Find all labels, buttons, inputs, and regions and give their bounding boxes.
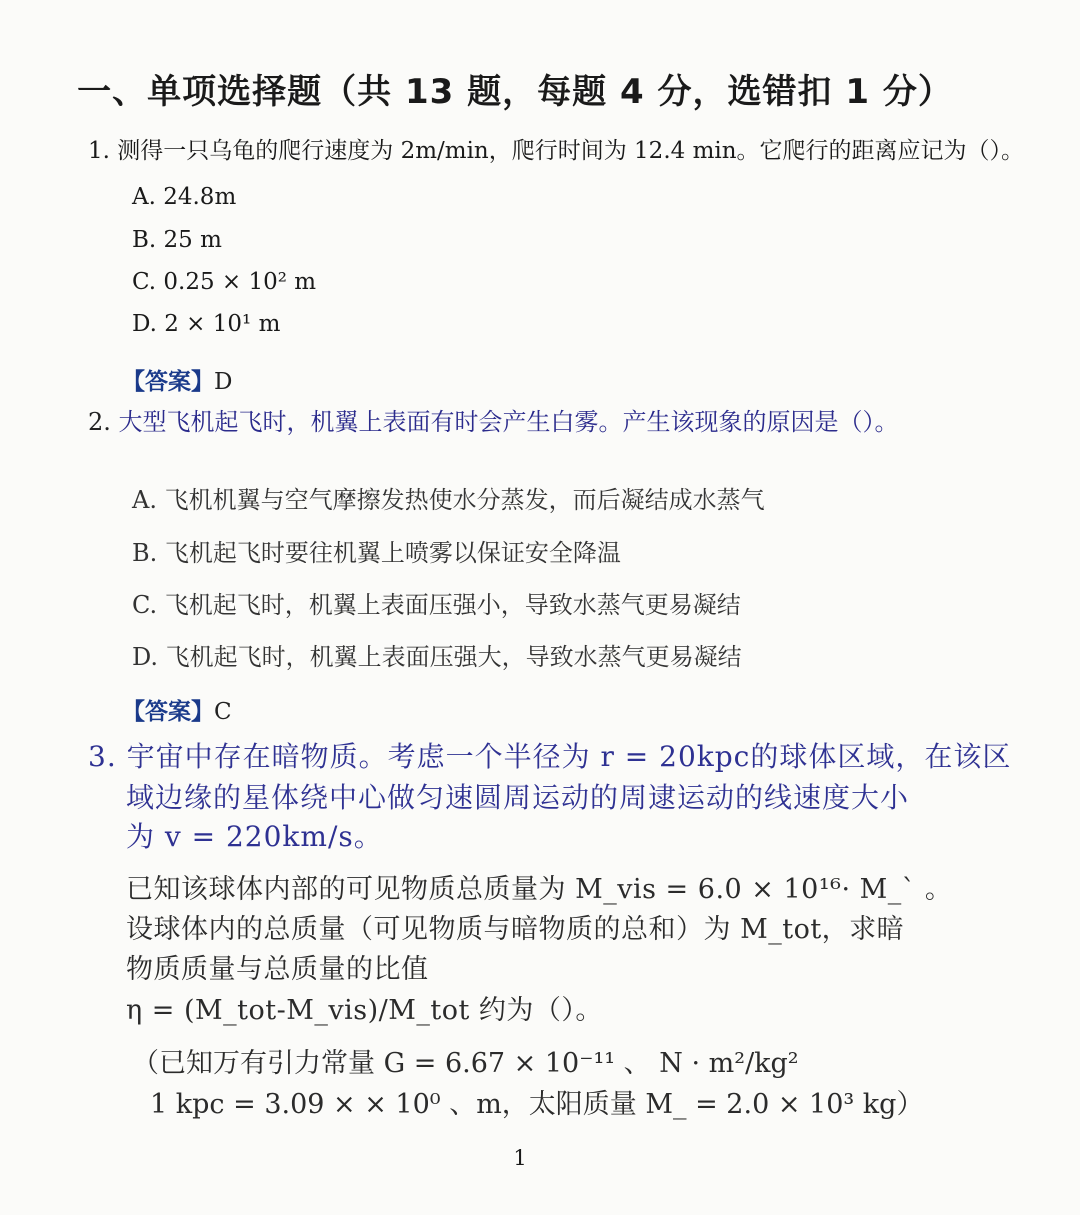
q1-option-d: D. 2 × 10¹ m (132, 311, 281, 337)
answer-label: 【答案】 (122, 699, 214, 725)
q1-option-a: A. 24.8m (132, 184, 237, 210)
question-3-line-2: 域边缘的星体绕中心做匀速圆周运动的周逮运动的线速度大小 (126, 781, 910, 814)
question-3-line-3: 为 v = 220km/s。 (126, 820, 383, 853)
question-1-stem: 1. 测得一只乌龟的爬行速度为 2m/min，爬行时间为 12.4 min。它爬行的距离应记为（）。 (88, 138, 1025, 164)
question-text: 大型飞机起飞时，机翼上表面有时会产生白雾。产生该现象的原因是（）。 (118, 408, 899, 436)
q1-option-c: C. 0.25 × 10² m (132, 269, 317, 295)
question-3-note-1: （已知万有引力常量 G = 6.67 × 10⁻¹¹ 、 N · m²/kg² (132, 1048, 799, 1079)
q2-option-a: A. 飞机机翼与空气摩擦发热使水分蒸发，而后凝结成水蒸气 (132, 486, 765, 514)
q1-option-b: B. 25 m (132, 227, 222, 253)
question-number: 2. (88, 408, 111, 436)
answer-label: 【答案】 (122, 369, 214, 395)
q2-option-c: C. 飞机起飞时，机翼上表面压强小，导致水蒸气更易凝结 (132, 591, 741, 619)
answer-value: D (214, 369, 233, 395)
question-3-note-2: 1 kpc = 3.09 × × 10⁰ 、m，太阳质量 M_ = 2.0 × 10³ kg） (150, 1089, 924, 1120)
question-2-stem (88, 402, 899, 437)
q2-option-d: D. 飞机起飞时，机翼上表面压强大，导致水蒸气更易凝结 (132, 643, 742, 671)
question-3-total-mass: 设球体内的总质量（可见物质与暗物质的总和）为 M_tot，求暗 (126, 914, 905, 945)
page-number: 1 (513, 1146, 527, 1170)
section-title: 一、单项选择题（共 13 题，每题 4 分，选错扣 1 分） (77, 72, 953, 112)
q1-answer (122, 363, 232, 396)
q2-option-b: B. 飞机起飞时要往机翼上喷雾以保证安全降温 (132, 539, 621, 567)
question-3-given-mass: 已知该球体内部的可见物质总质量为 M_vis = 6.0 × 10¹⁶· M_` 。 (126, 874, 953, 905)
question-3-line-1: 3. 宇宙中存在暗物质。考虑一个半径为 r = 20kpc的球体区域，在该区 (88, 740, 1012, 773)
q2-answer (122, 693, 232, 726)
question-3-ratio-formula: η = (M_tot-M_vis)/M_tot 约为（）。 (126, 995, 603, 1026)
question-3-ratio-text: 物质质量与总质量的比值 (126, 954, 429, 985)
answer-value: C (214, 699, 232, 725)
